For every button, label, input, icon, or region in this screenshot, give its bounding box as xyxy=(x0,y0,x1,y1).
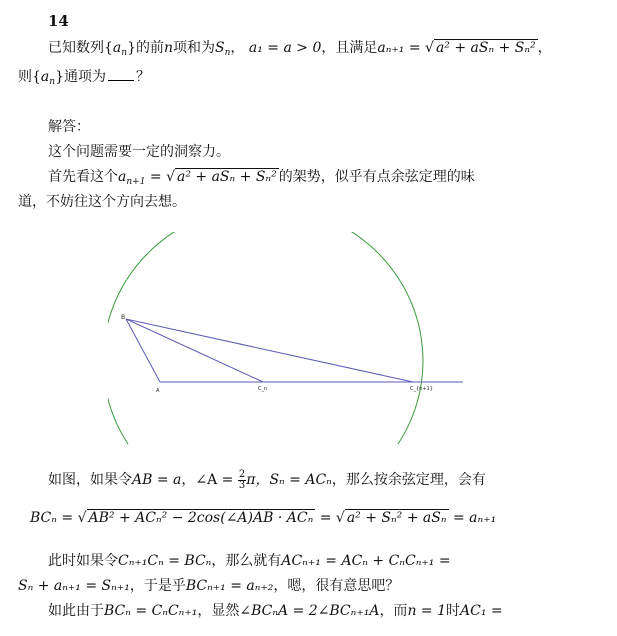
text-paragraph-1: 如图，如果令AB = a，∠A = $\frac{2}{3}$ π，Sₙ = ACₙ，那么按余弦定理，会有 xyxy=(48,468,486,491)
answer-paragraph-3: 道，不妨往这个方向去想。 xyxy=(18,194,186,210)
problem-number: 14 xyxy=(48,12,69,30)
problem-statement-line2: 则$\{a_n\}$通项为 ？ xyxy=(18,69,150,87)
answer-paragraph-2: 首先看这个$a_{n+1}$ = √ a² + aSₙ + Sₙ² 的架势，似乎有点余弦定理的味 xyxy=(48,169,475,187)
problem-statement-line1: 已知数列$\{a_n\}$的前n项和为$S_n$， a₁ = a > 0，且满足aₙ₊₁ = √ a² + aSₙ + Sₙ² ， xyxy=(48,40,552,58)
answer-paragraph-1: 这个问题需要一定的洞察力。 xyxy=(48,144,230,160)
segment-BCn xyxy=(126,319,263,382)
cosine-equation: BCₙ = √ AB² + ACₙ² − 2cos(∠A)AB · ACₙ = √ a² + Sₙ² + aSₙ = aₙ₊₁ xyxy=(30,510,497,526)
answer-label: 解答： xyxy=(48,119,90,135)
label-B: B xyxy=(121,314,126,321)
text-paragraph-3: Sₙ + aₙ₊₁ = Sₙ₊₁，于是乎BCₙ₊₁ = aₙ₊₂，嗯，很有意思吧？ xyxy=(18,578,400,594)
segment-BCn1 xyxy=(126,319,413,382)
circle-arc xyxy=(108,232,423,444)
label-A: A xyxy=(156,388,160,394)
text-paragraph-2: 此时如果令Cₙ₊₁Cₙ = BCₙ，那么就有ACₙ₊₁ = ACₙ + CₙCₙ₊₁ = xyxy=(48,553,451,569)
segment-BA xyxy=(126,319,160,382)
geometry-figure xyxy=(108,232,468,447)
label-Cn: C_n xyxy=(258,386,268,392)
text-paragraph-4: 如此由于BCₙ = CₙCₙ₊₁，显然∠BCₙA = 2∠BCₙ₊₁A，而n = 1时AC₁ = xyxy=(48,603,503,619)
answer-blank xyxy=(108,68,134,81)
label-Cn1: C_{n+1} xyxy=(410,386,433,392)
